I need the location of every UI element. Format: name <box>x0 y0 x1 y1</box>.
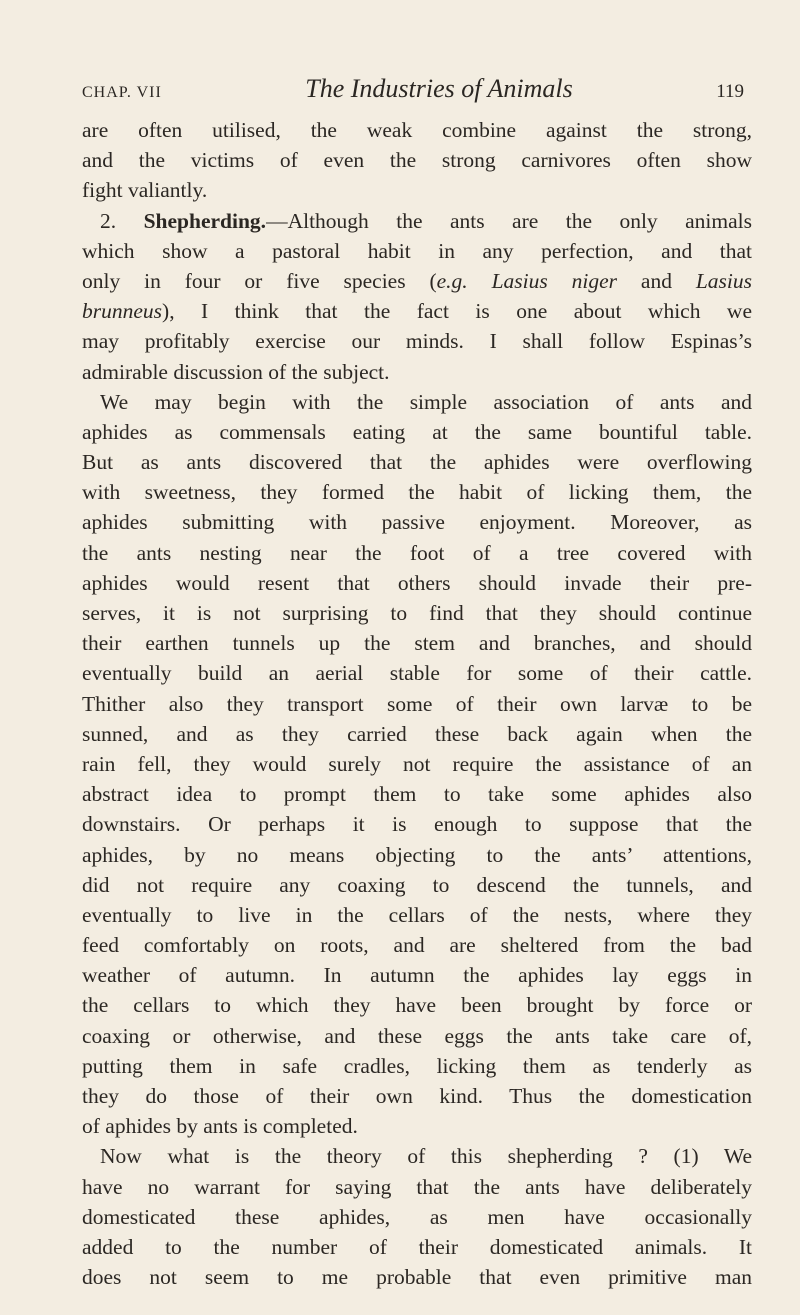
text-run: Thither also they transport some of their own larvæ to be <box>82 691 752 716</box>
text-run <box>468 269 492 293</box>
text-run: Now what is the theory of this shepherding ? (1) We <box>100 1144 752 1169</box>
text-line <box>82 1081 752 1111</box>
text-run: 2. <box>100 208 144 233</box>
text-line <box>82 960 752 990</box>
text-line <box>82 266 752 296</box>
text-run: which show a pastoral habit in any perfection, and that <box>82 238 752 263</box>
page-number: 119 <box>716 81 744 102</box>
text-run: weather of autumn. In autumn the aphides lay eggs in <box>82 963 752 988</box>
text-line <box>82 1141 752 1171</box>
text-run: putting them in safe cradles, licking them as tenderly as <box>82 1053 752 1078</box>
chapter-label: CHAP. VII <box>82 84 162 101</box>
text-run: abstract idea to prompt them to take some aphides also <box>82 782 752 807</box>
text-line <box>82 206 752 236</box>
text-line <box>82 990 752 1020</box>
text-line <box>82 417 752 447</box>
text-run: —Although the ants are the only animals <box>266 208 752 233</box>
text-run: domesticated these aphides, as men have occasionally <box>82 1204 752 1229</box>
text-line <box>82 628 752 658</box>
text-line <box>82 658 752 688</box>
text-line <box>82 538 752 568</box>
text-line <box>82 719 752 749</box>
running-title: The Industries of Animals <box>305 74 573 103</box>
italic-text: Lasius niger <box>491 268 618 293</box>
body-text <box>82 115 752 1292</box>
text-line <box>82 477 752 507</box>
text-run: did not require any coaxing to descend the tunnels, and <box>82 872 752 897</box>
text-line <box>82 568 752 598</box>
text-run: rain fell, they would surely not require the assistance of an <box>82 751 752 776</box>
text-run: serves, it is not surprising to find that they should continue <box>82 601 752 625</box>
text-run: only in four or five species ( <box>82 268 437 293</box>
text-run: aphides submitting with passive enjoyment. Moreover, as <box>82 510 752 535</box>
section-heading: Shepherding. <box>143 208 267 233</box>
text-run: their earthen tunnels up the stem and branches, and should <box>82 631 752 656</box>
text-run: and <box>617 268 696 293</box>
text-line <box>82 598 752 628</box>
text-run: the ants nesting near the foot of a tree covered with <box>82 540 752 565</box>
text-line <box>82 809 752 839</box>
text-run: eventually build an aerial stable for some of their cattle. <box>82 661 752 686</box>
text-run: they do those of their own kind. Thus the domestication <box>82 1084 752 1108</box>
text-run: We may begin with the simple association of ants and <box>100 389 752 414</box>
text-run: eventually to live in the cellars of the nests, where they <box>82 902 752 927</box>
text-line <box>82 870 752 900</box>
text-run: aphides, by no means objecting to the ants’ attentions, <box>82 842 752 867</box>
text-line <box>82 326 752 356</box>
text-run: downstairs. Or perhaps it is enough to suppose that the <box>82 812 752 837</box>
text-line <box>82 145 752 175</box>
text-line <box>82 749 752 779</box>
text-run: are often utilised, the weak combine against the strong, <box>82 118 752 142</box>
text-run: feed comfortably on roots, and are sheltered from the bad <box>82 933 752 958</box>
text-line <box>82 840 752 870</box>
text-line <box>82 930 752 960</box>
text-line <box>82 689 752 719</box>
text-line <box>82 779 752 809</box>
text-run: admirable discussion of the subject. <box>82 359 390 384</box>
text-line <box>82 357 752 387</box>
text-run: added to the number of their domesticated animals. It <box>82 1234 752 1259</box>
text-run: and the victims of even the strong carnivores often show <box>82 148 752 173</box>
running-head <box>82 74 744 110</box>
text-line <box>82 1202 752 1232</box>
text-line <box>82 900 752 930</box>
text-line <box>82 1172 752 1202</box>
text-run: aphides would resent that others should invade their pre- <box>82 570 752 595</box>
text-line <box>82 1021 752 1051</box>
text-run: may profitably exercise our minds. I shall follow Espinas’s <box>82 329 752 354</box>
text-line <box>82 387 752 417</box>
text-line <box>82 1232 752 1262</box>
text-line <box>82 236 752 266</box>
text-line <box>82 175 752 205</box>
text-line <box>82 507 752 537</box>
text-run: with sweetness, they formed the habit of licking them, the <box>82 480 752 505</box>
text-run: the cellars to which they have been brought by force or <box>82 993 752 1018</box>
text-run: fight valiantly. <box>82 178 208 203</box>
text-run: aphides as commensals eating at the same bountiful table. <box>82 419 752 444</box>
italic-text: e.g. <box>436 268 468 293</box>
text-run: does not seem to me probable that even primitive man <box>82 1265 752 1290</box>
text-run: sunned, and as they carried these back again when the <box>82 721 752 746</box>
text-line <box>82 447 752 477</box>
text-line <box>82 1051 752 1081</box>
text-run: ), I think that the fact is one about which we <box>162 299 752 324</box>
text-line <box>82 1262 752 1292</box>
text-line <box>82 296 752 326</box>
italic-text: brunneus <box>82 299 163 324</box>
text-line <box>82 115 752 145</box>
text-run: But as ants discovered that the aphides were overflowing <box>82 450 752 475</box>
text-run: have no warrant for saying that the ants have deliberately <box>82 1174 752 1199</box>
text-run: coaxing or otherwise, and these eggs the ants take care of, <box>82 1023 752 1048</box>
text-line <box>82 1111 752 1141</box>
italic-text: Lasius <box>695 268 752 293</box>
text-run: of aphides by ants is completed. <box>82 1114 358 1139</box>
